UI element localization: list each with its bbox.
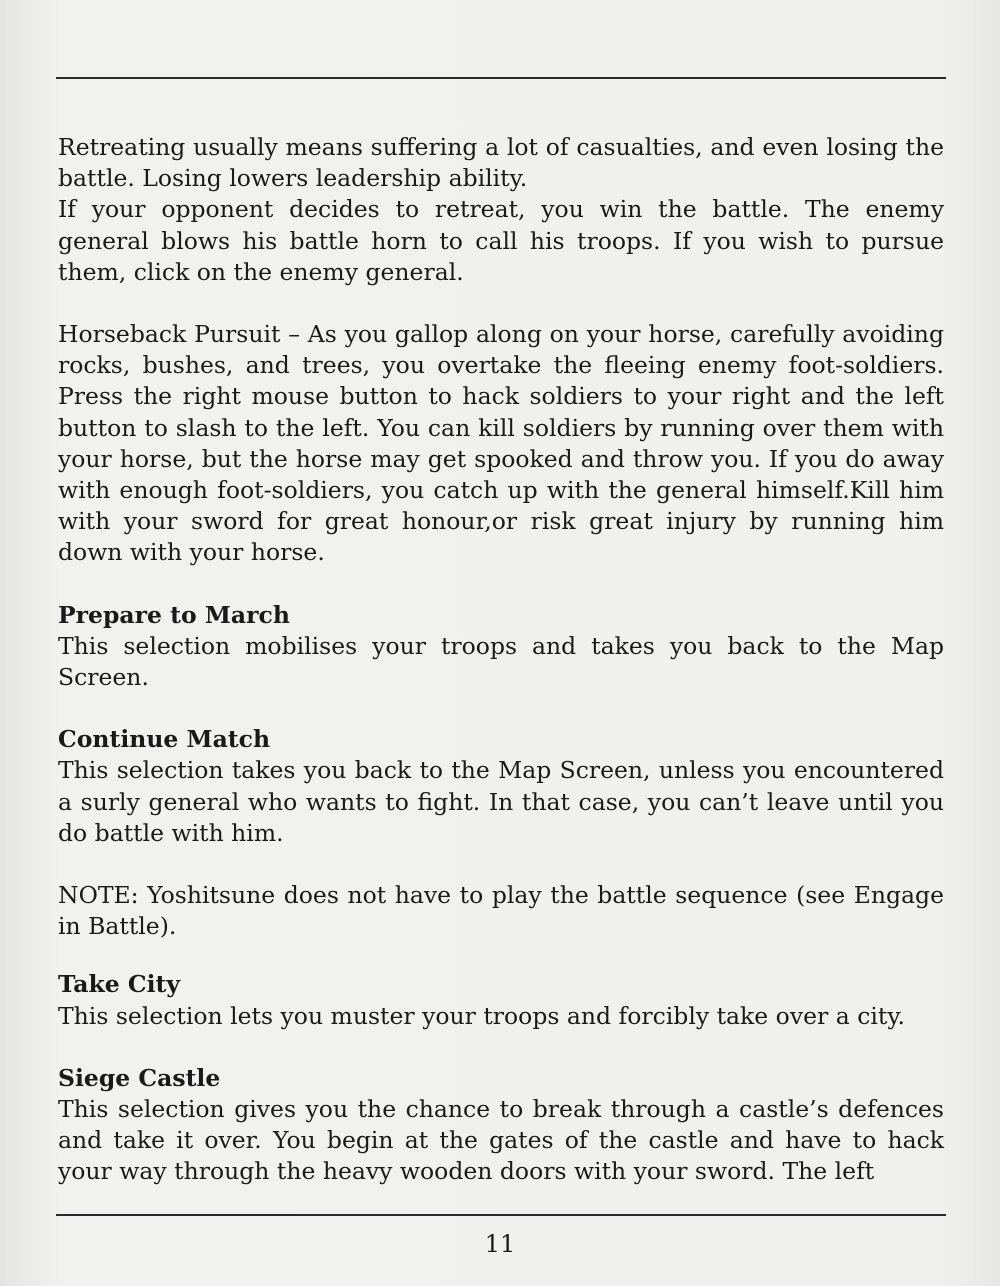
page-number: 11 — [484, 1230, 516, 1258]
siege-castle-body: This selection gives you the chance to break through a castle’s defences and take it over. You begin at the gates of the castle and have to hack your way through the heavy wooden doors with your sword. The left — [58, 1095, 944, 1186]
take-city-body: This selection lets you muster your troops and forcibly take over a city. — [58, 1001, 905, 1030]
page-content — [58, 132, 944, 1188]
siege-castle-heading: Siege Castle — [58, 1063, 221, 1092]
prepare-to-march-body: This selection mobilises your troops and takes you back to the Map Screen. — [58, 631, 944, 692]
bottom-rule — [56, 1214, 946, 1216]
horseback-pursuit-paragraph: Horseback Pursuit – As you gallop along on your horse, carefully avoiding rocks, bushes, and trees, you overtake the fleeing enemy foot-soldiers. Press the right mouse button to hack soldiers to your right and the left button to slash to the left. You can kill soldiers by running over them with your horse, but the horse may get spooked and throw you. If you do away with enough foot-soldiers, you catch up with the general himself.Kill him with your sword for great honour,or risk great injury by running him down with your horse. — [58, 320, 944, 567]
note-paragraph: NOTE: Yoshitsune does not have to play the battle sequence (see Engage in Battle). — [58, 881, 944, 941]
take-city-heading: Take City — [58, 970, 181, 999]
pursue-paragraph: If your opponent decides to retreat, you win the battle. The enemy general blows his battle horn to call his troops. If you wish to pursue them, click on the enemy general. — [58, 195, 944, 286]
continue-match-heading: Continue Match — [58, 725, 271, 754]
top-rule — [56, 77, 946, 79]
continue-match-body: This selection takes you back to the Map Screen, unless you encountered a surly general who wants to fight. In that case, you can’t leave until you do battle with him. — [58, 756, 944, 847]
retreat-paragraph: Retreating usually means suffering a lot of casualties, and even losing the battle. Losing lowers leadership ability. — [58, 133, 944, 193]
prepare-to-march-heading: Prepare to March — [58, 600, 290, 629]
